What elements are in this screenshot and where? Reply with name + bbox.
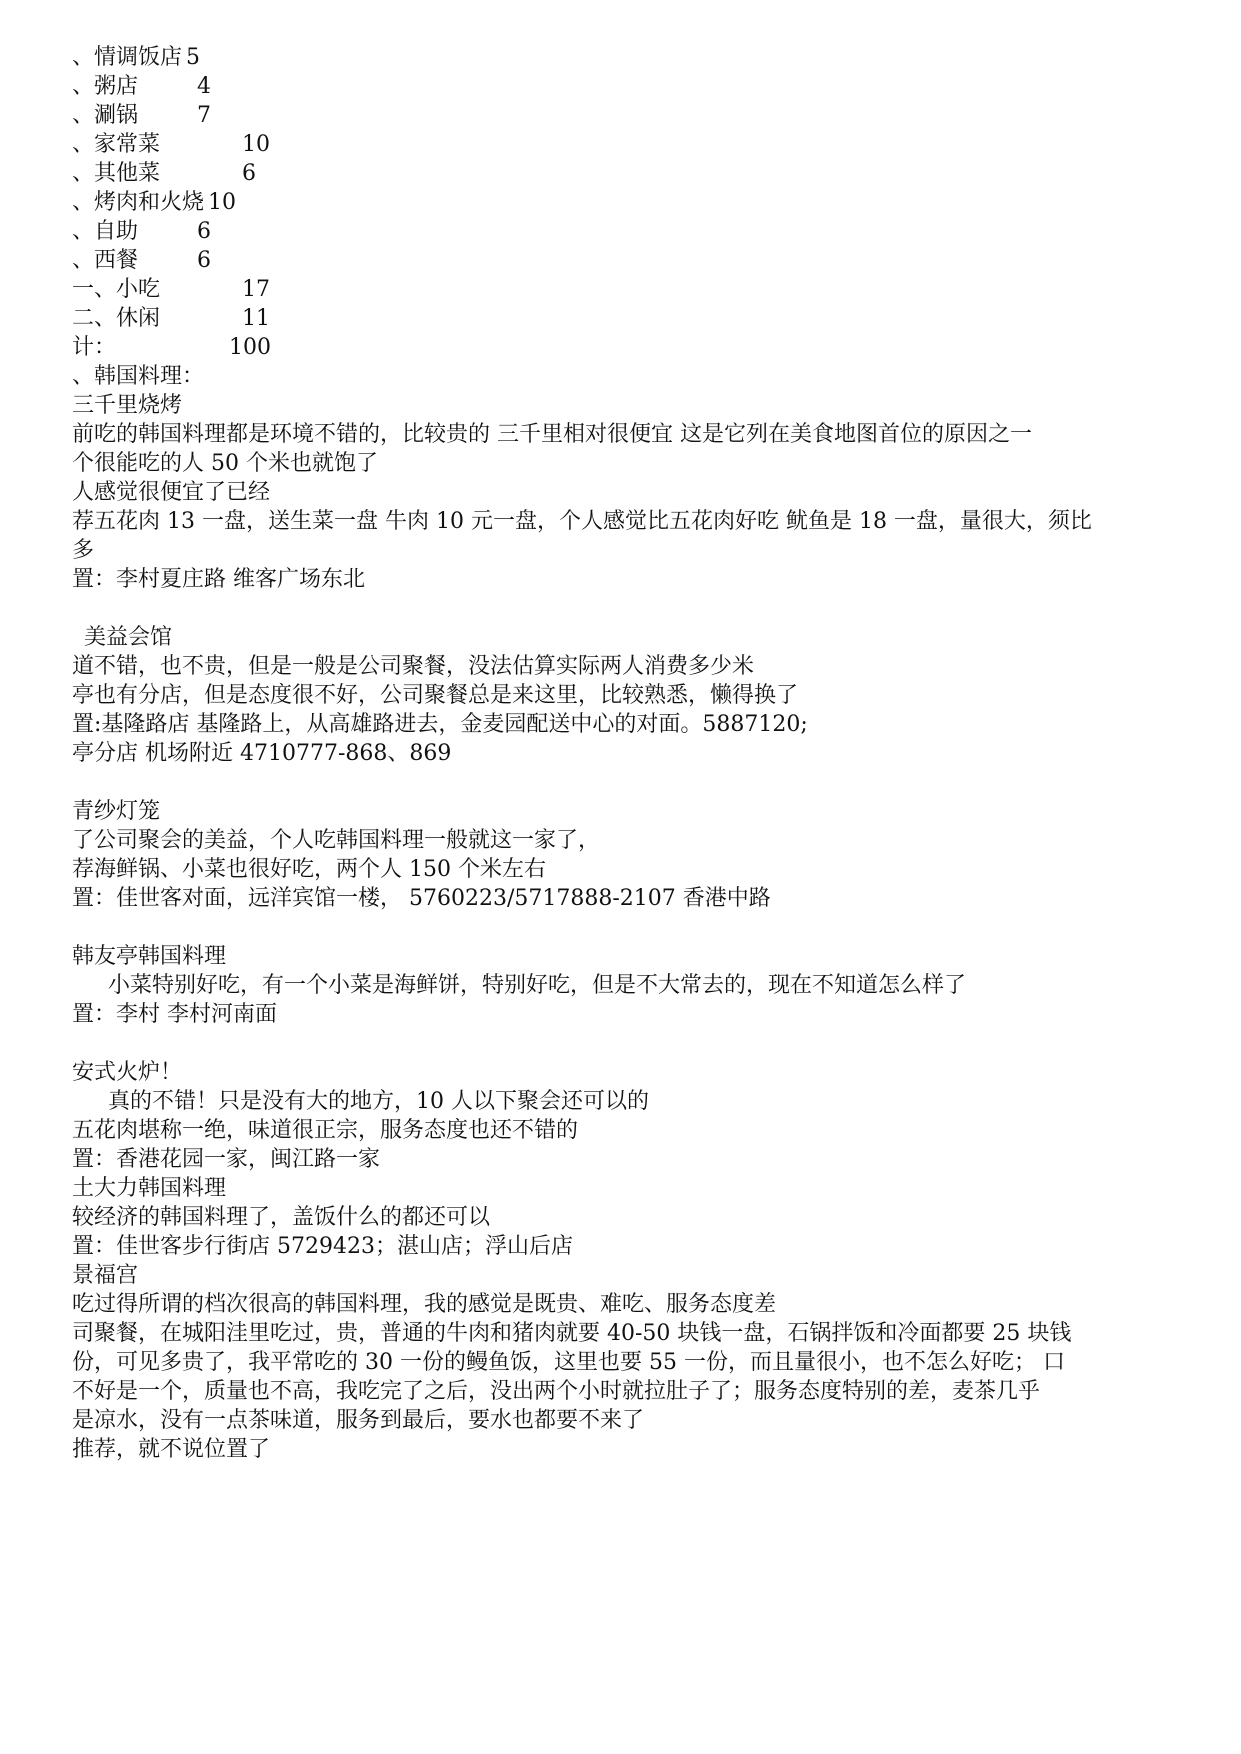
summary-value: 6 [242, 161, 256, 186]
summary-value: 10 [242, 132, 270, 157]
summary-label: 、烤肉和火烧 [72, 190, 205, 215]
restaurant-name: 青纱灯笼 [72, 799, 161, 824]
text-line: 不好是一个，质量也不高，我吃完了之后，没出两个小时就拉肚子了；服务态度特别的差，麦茶几乎 [72, 1379, 1041, 1404]
summary-total-value: 100 [229, 335, 271, 360]
summary-total-label: 计： [72, 335, 117, 360]
summary-label: 、粥店 [72, 74, 139, 99]
text-line: 推荐，就不说位置了 [72, 1437, 271, 1462]
text-line: 亭也有分店，但是态度很不好，公司聚餐总是来这里，比较熟悉，懒得换了 [72, 683, 799, 708]
restaurant-name: 安式火炉！ [72, 1060, 183, 1085]
text-line: 荐海鲜锅、小菜也很好吃，两个人 150 个米左右 [72, 857, 546, 882]
text-line: 多 [72, 538, 95, 563]
text-line: 道不错，也不贵，但是一般是公司聚餐，没法估算实际两人消费多少米 [72, 654, 755, 679]
text-line: 份，可见多贵了，我平常吃的 30 一份的鳗鱼饭，这里也要 55 一份，而且量很小，也不怎么好吃； 口 [72, 1350, 1065, 1375]
summary-label: 、情调饭店 [72, 45, 183, 70]
text-line: 置:基隆路店 基隆路上，从高雄路进去，金麦园配送中心的对面。5887120; [72, 712, 808, 737]
summary-label: 、西餐 [72, 248, 139, 273]
text-line: 置：香港花园一家，闽江路一家 [72, 1147, 381, 1172]
text-line: 较经济的韩国料理了，盖饭什么的都还可以 [72, 1205, 491, 1230]
summary-value: 4 [197, 74, 211, 99]
restaurant-name: 土大力韩国料理 [72, 1176, 227, 1201]
summary-value: 17 [242, 277, 270, 302]
text-line: 前吃的韩国料理都是环境不错的，比较贵的 三千里相对很便宜 这是它列在美食地图首位的原因之一 [72, 422, 1032, 447]
summary-value: 7 [197, 103, 211, 128]
summary-label: 二、休闲 [72, 306, 161, 331]
text-line: 人感觉很便宜了已经 [72, 480, 271, 505]
summary-label: 、自助 [72, 219, 139, 244]
text-line: 了公司聚会的美益，个人吃韩国料理一般就这一家了， [72, 828, 601, 853]
summary-label: 、家常菜 [72, 132, 161, 157]
summary-label: 、其他菜 [72, 161, 161, 186]
restaurant-name: 景福宫 [72, 1263, 139, 1288]
text-line: 真的不错！只是没有大的地方，10 人以下聚会还可以的 [108, 1089, 649, 1114]
restaurant-name: 三千里烧烤 [72, 393, 183, 418]
text-line: 置：李村 李村河南面 [72, 1002, 277, 1027]
text-line: 小菜特别好吃，有一个小菜是海鲜饼，特别好吃，但是不大常去的，现在不知道怎么样了 [108, 973, 967, 998]
text-line: 置：佳世客步行街店 5729423；湛山店；浮山后店 [72, 1234, 573, 1259]
summary-value: 10 [208, 190, 236, 215]
restaurant-name: 美益会馆 [84, 625, 173, 650]
text-line: 是凉水，没有一点茶味道，服务到最后，要水也都要不来了 [72, 1408, 645, 1433]
text-line: 置：李村夏庄路 维客广场东北 [72, 567, 365, 592]
text-line: 司聚餐，在城阳洼里吃过，贵，普通的牛肉和猪肉就要 40-50 块钱一盘，石锅拌饭和冷面都要 25 块钱 [72, 1321, 1072, 1346]
summary-label: 一、小吃 [72, 277, 161, 302]
summary-value: 6 [197, 248, 211, 273]
summary-value: 5 [186, 45, 200, 70]
restaurant-name: 韩友亭韩国料理 [72, 944, 227, 969]
summary-value: 11 [242, 306, 270, 331]
summary-value: 6 [197, 219, 211, 244]
text-line: 荐五花肉 13 一盘，送生菜一盘 牛肉 10 元一盘，个人感觉比五花肉好吃 鱿鱼是 18 一盘，量很大，须比 [72, 509, 1092, 534]
section-heading: 、韩国料理： [72, 364, 205, 389]
text-line: 置：佳世客对面，远洋宾馆一楼， 5760223/5717888-2107 香港中路 [72, 886, 771, 911]
text-line: 个很能吃的人 50 个米也就饱了 [72, 451, 378, 476]
text-line: 亭分店 机场附近 4710777-868、869 [72, 741, 452, 766]
text-line: 五花肉堪称一绝，味道很正宗，服务态度也还不错的 [72, 1118, 579, 1143]
text-line: 吃过得所谓的档次很高的韩国料理，我的感觉是既贵、难吃、服务态度差 [72, 1292, 777, 1317]
summary-label: 、涮锅 [72, 103, 139, 128]
